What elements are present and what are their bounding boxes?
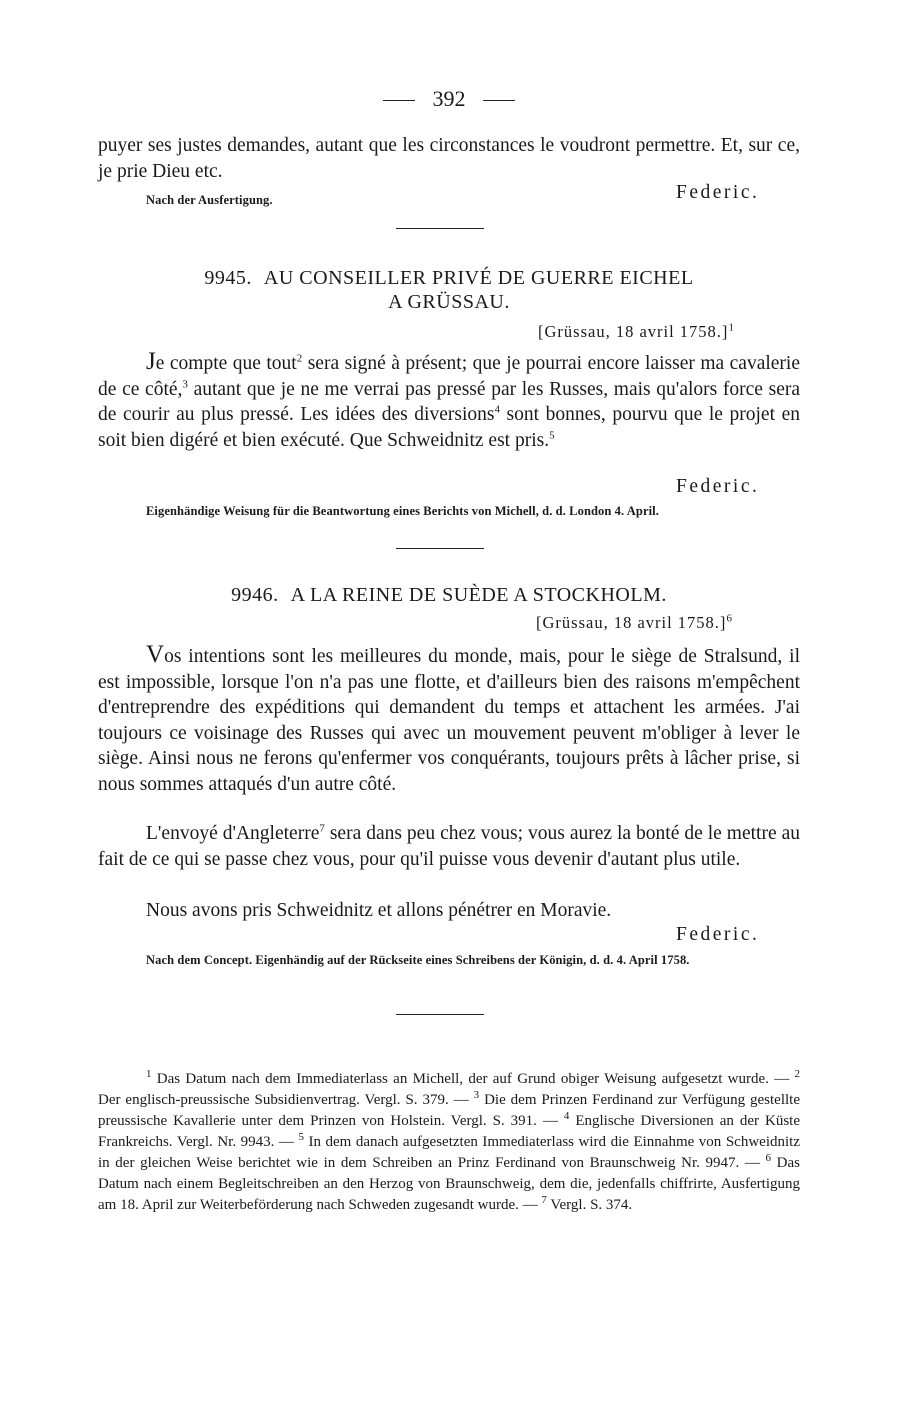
letter-9946-signature: Federic.: [676, 924, 760, 945]
letter-9945-title-line2: A GRÜSSAU.: [388, 291, 510, 313]
letter-9946-paragraph-2: L'envoyé d'Angleterre$^7$ sera dans peu chez vous; vous aurez la bonté de le mettre au fait de ce qui se passe chez vous, pour qu'il puisse vous devenir d'autant plus utile.: [98, 822, 800, 870]
footnote-ref-2: 2: [296, 352, 303, 365]
footnote-ref-7: 7: [319, 822, 325, 835]
footnote-7-text: Vergl. S. 374.: [546, 1197, 633, 1213]
footnote-1-text: Das Datum nach dem Immediaterlass an Michell, der auf Grund obiger Weisung aufgesetzt wurde. —: [151, 1071, 795, 1087]
continuation-source-note: Nach der Ausfertigung.: [146, 193, 273, 207]
letter-9945-signature: Federic.: [676, 476, 760, 497]
continuation-text: puyer ses justes demandes, autant que les circonstances le voudront permettre. Et, sur ce, je prie Dieu etc.: [98, 135, 800, 182]
footnote-3-text: Die dem Prinzen Ferdinand zur Verfügung gestellte preussische Kavallerie unter dem Prinzen von Holstein. Vergl. S. 391. —: [98, 1092, 800, 1129]
footnote-ref-4: 4: [494, 403, 500, 416]
continuation-signature: Federic.: [676, 182, 760, 203]
letter-9946-title-text: A LA REINE DE SUÈDE A STOCKHOLM.: [290, 584, 667, 606]
header-dash-right: [483, 100, 515, 101]
separator-rule: [396, 548, 484, 549]
footnote-5-text: In dem danach aufgesetzten Immediaterlass wird die Einnahme von Schweidnitz in der gleichen Weise berichtet wie in dem Schreiben an Prinz Ferdinand von Braunschweig Nr. 9947. —: [98, 1134, 800, 1171]
footnote-ref-5: 5: [549, 429, 555, 441]
footnotes: [98, 1069, 800, 1216]
footnote-2-text: Der englisch-preussische Subsidienvertrag. Vergl. S. 379. —: [98, 1092, 474, 1108]
letter-9946-source-note: Nach dem Concept. Eigenhändig auf der Rückseite eines Schreibens der Königin, d. d. 4. April 1758.: [146, 953, 690, 967]
footnote-1-marker: 1: [146, 1068, 152, 1080]
letter-9946-paragraph-3: Nous avons pris Schweidnitz et allons pénétrer en Moravie.: [146, 900, 612, 921]
letter-9946-number: 9946.: [231, 584, 279, 606]
footnote-7-marker: 7: [541, 1194, 547, 1206]
footnote-2-marker: 2: [794, 1068, 800, 1080]
letter-9945-source-note: Eigenhändige Weisung für die Beantwortung eines Berichts von Michell, d. d. London 4. April.: [146, 504, 659, 518]
footnote-ref-1: 1: [728, 321, 735, 334]
footnote-ref-3: 3: [182, 378, 188, 390]
letter-9946-paragraph-1: Vos intentions sont les meilleures du monde, mais, pour le siège de Stralsund, il est impossible, lorsque l'on n'a pas une flotte, et d'ailleurs bien des raisons m'empêchent d'entreprendre des expéditions qui demandent du temps et attachent les armées. J'ai toujours ce voisinage des Russes qui avec un mouvement peuvent m'obliger à lever le siège. Ainsi nous ne ferons qu'enfermer vos conquérants, toujours prêts à lâcher prise, si nous sommes attaqués d'un autre côté.: [98, 641, 800, 795]
footnote-6-marker: 6: [765, 1152, 772, 1164]
separator-rule: [396, 228, 484, 229]
footnote-5-marker: 5: [298, 1131, 304, 1143]
letter-9945-title: [98, 266, 800, 314]
letter-9945-body: Je compte que tout$^2$ sera signé à présent; que je pourrai encore laisser ma cavalerie de ce côté,$^3$ autant que je ne me verrai pas pressé par les Russes, mais qu'alors force sera de courir au plus pressé. Les idées des diversions$^4$ sont bonnes, pourvu que le projet en soit bien digéré et bien exécuté. Que Schweidnitz est pris.$^5$: [98, 348, 800, 451]
letter-9945-dateline: [Grüssau, 18 avril 1758.]$^1$: [538, 321, 735, 341]
footnote-6-text: Das Datum nach einem Begleitschreiben an den Herzog von Braunschweig, dem die, jedenfalls chiffrirte, Ausfertigung am 18. April zur Weiterbeförderung nach Schweden zugesandt wurde. —: [98, 1155, 800, 1213]
letter-9945-number: 9945.: [204, 267, 252, 289]
footnote-ref-6: 6: [726, 612, 733, 625]
footnote-4-text: Englische Diversionen an der Küste Frankreichs. Vergl. Nr. 9943. —: [98, 1113, 800, 1150]
header-dash-left: [383, 100, 415, 101]
footnote-3-marker: 3: [473, 1089, 480, 1101]
page-header: [98, 86, 800, 116]
letter-9946-title: [98, 583, 800, 607]
separator-rule: [396, 1014, 484, 1015]
letter-9945-title-line1: AU CONSEILLER PRIVÉ DE GUERRE EICHEL: [263, 267, 694, 289]
letter-9946-dateline: [Grüssau, 18 avril 1758.]$^6$: [536, 612, 733, 632]
page-number: 392: [432, 86, 466, 111]
footnote-4-marker: 4: [563, 1110, 570, 1122]
